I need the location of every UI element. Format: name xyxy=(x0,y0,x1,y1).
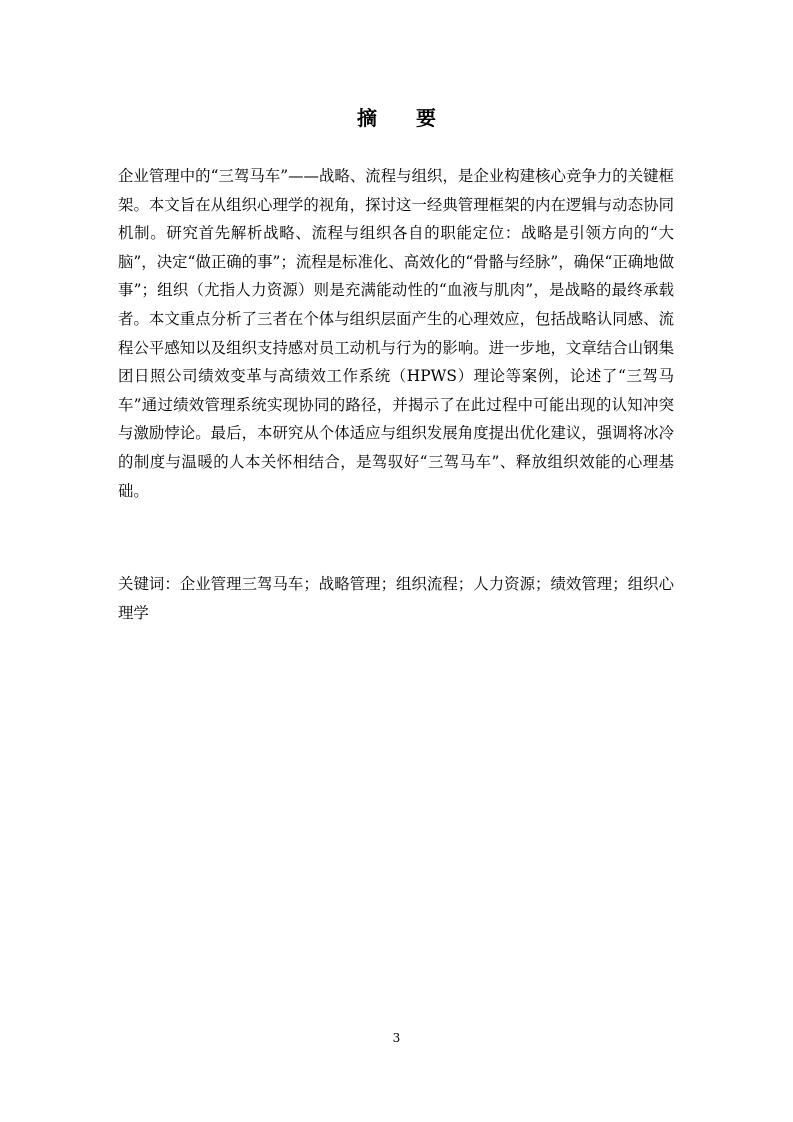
keywords-line: 关键词：企业管理三驾马车；战略管理；组织流程；人力资源；绩效管理；组织心理学 xyxy=(118,575,674,622)
page-number: 3 xyxy=(392,1031,401,1045)
abstract-body: 企业管理中的“三驾马车”——战略、流程与组织，是企业构建核心竞争力的关键框架。本文旨在从组织心理学的视角，探讨这一经典管理框架的内在逻辑与动态协同机制。研究首先解析战略、流程与组织各自的职能定位：战略是引领方向的“大脑”，决定“做正确的事”；流程是标准化、高效化的“骨骼与经脉”，确保“正确地做事”；组织（尤指人力资源）则是充满能动性的“血液与肌肉”，是战略的最终承载者。本文重点分析了三者在个体与组织层面产生的心理效应，包括战略认同感、流程公平感知以及组织支持感对员工动机与行为的影响。进一步地，文章结合山钢集团日照公司绩效变革与高绩效工作系统（HPWS）理论等案例，论述了“三驾马车”通过绩效管理系统实现协同的路径，并揭示了在此过程中可能出现的认知冲突与激励悖论。最后，本研究从个体适应与组织发展角度提出优化建议，强调将冰冷的制度与温暖的人本关怀相结合，是驾驭好“三驾马车”、释放组织效能的心理基础。 xyxy=(118,167,674,500)
abstract-title: 摘 要 xyxy=(357,106,452,130)
